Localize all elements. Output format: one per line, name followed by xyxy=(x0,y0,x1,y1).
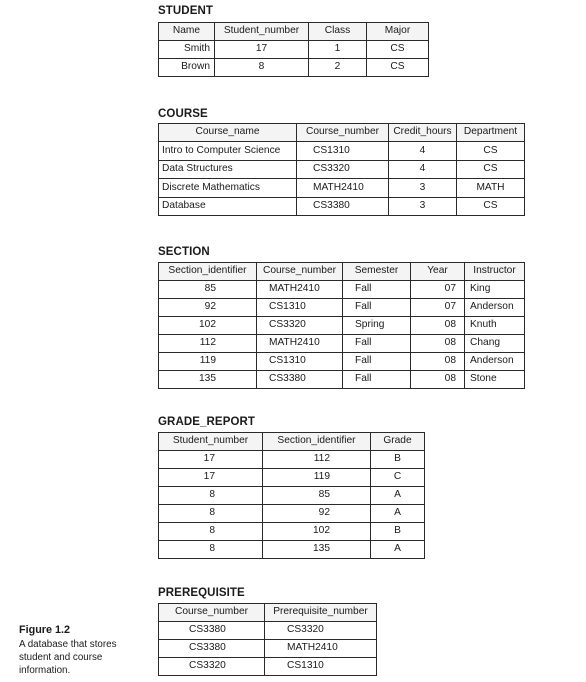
course-column-header: Course_number xyxy=(297,124,389,142)
student-cell: 8 xyxy=(215,59,309,77)
student-column-header: Name xyxy=(159,23,215,41)
student-column-header: Major xyxy=(367,23,429,41)
grade-report-cell: B xyxy=(371,451,425,469)
section-column-header: Year xyxy=(411,263,465,281)
section-table-title: SECTION xyxy=(158,246,210,258)
prerequisite-cell: CS3380 xyxy=(159,622,265,640)
section-cell: 08 xyxy=(411,353,465,371)
course-cell: Intro to Computer Science xyxy=(159,142,297,161)
grade-report-cell: 8 xyxy=(159,523,263,541)
grade-report-row xyxy=(159,469,425,487)
grade-report-table-title: GRADE_REPORT xyxy=(158,416,256,428)
section-cell: Stone xyxy=(465,371,525,389)
section-cell: Anderson xyxy=(465,353,525,371)
section-cell: 07 xyxy=(411,281,465,299)
student-cell: 17 xyxy=(215,41,309,59)
section-cell: Knuth xyxy=(465,317,525,335)
course-row xyxy=(159,197,525,216)
section-row xyxy=(159,335,525,353)
course-table xyxy=(158,123,525,216)
prerequisite-cell: CS3320 xyxy=(265,622,377,640)
figure-description: A database that stores student and course information. xyxy=(19,639,117,676)
section-row xyxy=(159,353,525,371)
grade-report-cell: A xyxy=(371,541,425,559)
course-cell: CS3320 xyxy=(297,160,389,179)
grade-report-cell: 8 xyxy=(159,487,263,505)
section-cell: 85 xyxy=(159,281,257,299)
course-row xyxy=(159,142,525,161)
section-cell: 07 xyxy=(411,299,465,317)
prerequisite-table-title: PREREQUISITE xyxy=(158,587,245,599)
course-table-title: COURSE xyxy=(158,108,208,120)
section-cell: 08 xyxy=(411,335,465,353)
grade-report-cell: 112 xyxy=(263,451,371,469)
prerequisite-cell: MATH2410 xyxy=(265,640,377,658)
student-cell: Brown xyxy=(159,59,215,77)
section-row xyxy=(159,317,525,335)
figure-caption xyxy=(19,624,149,677)
course-cell: 3 xyxy=(389,179,457,198)
section-cell: 119 xyxy=(159,353,257,371)
section-cell: Anderson xyxy=(465,299,525,317)
prerequisite-row xyxy=(159,640,377,658)
grade-report-cell: 17 xyxy=(159,451,263,469)
course-cell: Database xyxy=(159,197,297,216)
grade-report-cell: 8 xyxy=(159,505,263,523)
figure-label: Figure 1.2 xyxy=(19,624,71,636)
section-cell: CS3380 xyxy=(257,371,343,389)
course-cell: 4 xyxy=(389,160,457,179)
grade-report-cell: 8 xyxy=(159,541,263,559)
grade-report-cell: 119 xyxy=(263,469,371,487)
grade-report-column-header: Section_identifier xyxy=(263,433,371,451)
section-column-header: Instructor xyxy=(465,263,525,281)
prerequisite-column-header: Course_number xyxy=(159,604,265,622)
student-table xyxy=(158,22,429,77)
prerequisite-row xyxy=(159,658,377,676)
student-cell: CS xyxy=(367,41,429,59)
section-column-header: Section_identifier xyxy=(159,263,257,281)
course-cell: MATH xyxy=(457,179,525,198)
grade-report-cell: 102 xyxy=(263,523,371,541)
section-cell: Chang xyxy=(465,335,525,353)
prerequisite-cell: CS3320 xyxy=(159,658,265,676)
section-cell: Fall xyxy=(343,335,411,353)
grade-report-cell: C xyxy=(371,469,425,487)
student-row xyxy=(159,41,429,59)
course-cell: CS xyxy=(457,160,525,179)
grade-report-cell: 85 xyxy=(263,487,371,505)
grade-report-row xyxy=(159,541,425,559)
student-cell: 1 xyxy=(309,41,367,59)
section-cell: 102 xyxy=(159,317,257,335)
section-cell: Spring xyxy=(343,317,411,335)
grade-report-cell: 135 xyxy=(263,541,371,559)
course-cell: 4 xyxy=(389,142,457,161)
grade-report-column-header: Grade xyxy=(371,433,425,451)
student-cell: 2 xyxy=(309,59,367,77)
grade-report-cell: 92 xyxy=(263,505,371,523)
student-table-title: STUDENT xyxy=(158,5,214,17)
section-cell: MATH2410 xyxy=(257,335,343,353)
section-cell: 112 xyxy=(159,335,257,353)
grade-report-table xyxy=(158,432,425,559)
section-column-header: Course_number xyxy=(257,263,343,281)
course-row xyxy=(159,179,525,198)
prerequisite-table xyxy=(158,603,377,676)
course-cell: Discrete Mathematics xyxy=(159,179,297,198)
course-row xyxy=(159,160,525,179)
course-cell: 3 xyxy=(389,197,457,216)
section-cell: Fall xyxy=(343,299,411,317)
grade-report-cell: A xyxy=(371,487,425,505)
course-column-header: Course_name xyxy=(159,124,297,142)
section-cell: Fall xyxy=(343,371,411,389)
section-cell: King xyxy=(465,281,525,299)
grade-report-row xyxy=(159,487,425,505)
section-table xyxy=(158,262,525,389)
course-cell: MATH2410 xyxy=(297,179,389,198)
course-cell: Data Structures xyxy=(159,160,297,179)
prerequisite-row xyxy=(159,622,377,640)
student-column-header: Class xyxy=(309,23,367,41)
prerequisite-cell: CS1310 xyxy=(265,658,377,676)
section-cell: Fall xyxy=(343,353,411,371)
prerequisite-column-header: Prerequisite_number xyxy=(265,604,377,622)
grade-report-row xyxy=(159,523,425,541)
section-row xyxy=(159,281,525,299)
grade-report-column-header: Student_number xyxy=(159,433,263,451)
grade-report-cell: 17 xyxy=(159,469,263,487)
course-column-header: Credit_hours xyxy=(389,124,457,142)
grade-report-row xyxy=(159,451,425,469)
course-cell: CS3380 xyxy=(297,197,389,216)
section-cell: CS1310 xyxy=(257,353,343,371)
grade-report-cell: A xyxy=(371,505,425,523)
grade-report-cell: B xyxy=(371,523,425,541)
section-cell: CS1310 xyxy=(257,299,343,317)
student-column-header: Student_number xyxy=(215,23,309,41)
student-cell: Smith xyxy=(159,41,215,59)
course-column-header: Department xyxy=(457,124,525,142)
section-cell: 92 xyxy=(159,299,257,317)
student-row xyxy=(159,59,429,77)
section-row xyxy=(159,299,525,317)
prerequisite-cell: CS3380 xyxy=(159,640,265,658)
section-cell: MATH2410 xyxy=(257,281,343,299)
student-cell: CS xyxy=(367,59,429,77)
course-cell: CS1310 xyxy=(297,142,389,161)
course-cell: CS xyxy=(457,197,525,216)
section-column-header: Semester xyxy=(343,263,411,281)
section-row xyxy=(159,371,525,389)
section-cell: 08 xyxy=(411,317,465,335)
section-cell: CS3320 xyxy=(257,317,343,335)
section-cell: 08 xyxy=(411,371,465,389)
section-cell: Fall xyxy=(343,281,411,299)
course-cell: CS xyxy=(457,142,525,161)
grade-report-row xyxy=(159,505,425,523)
section-cell: 135 xyxy=(159,371,257,389)
